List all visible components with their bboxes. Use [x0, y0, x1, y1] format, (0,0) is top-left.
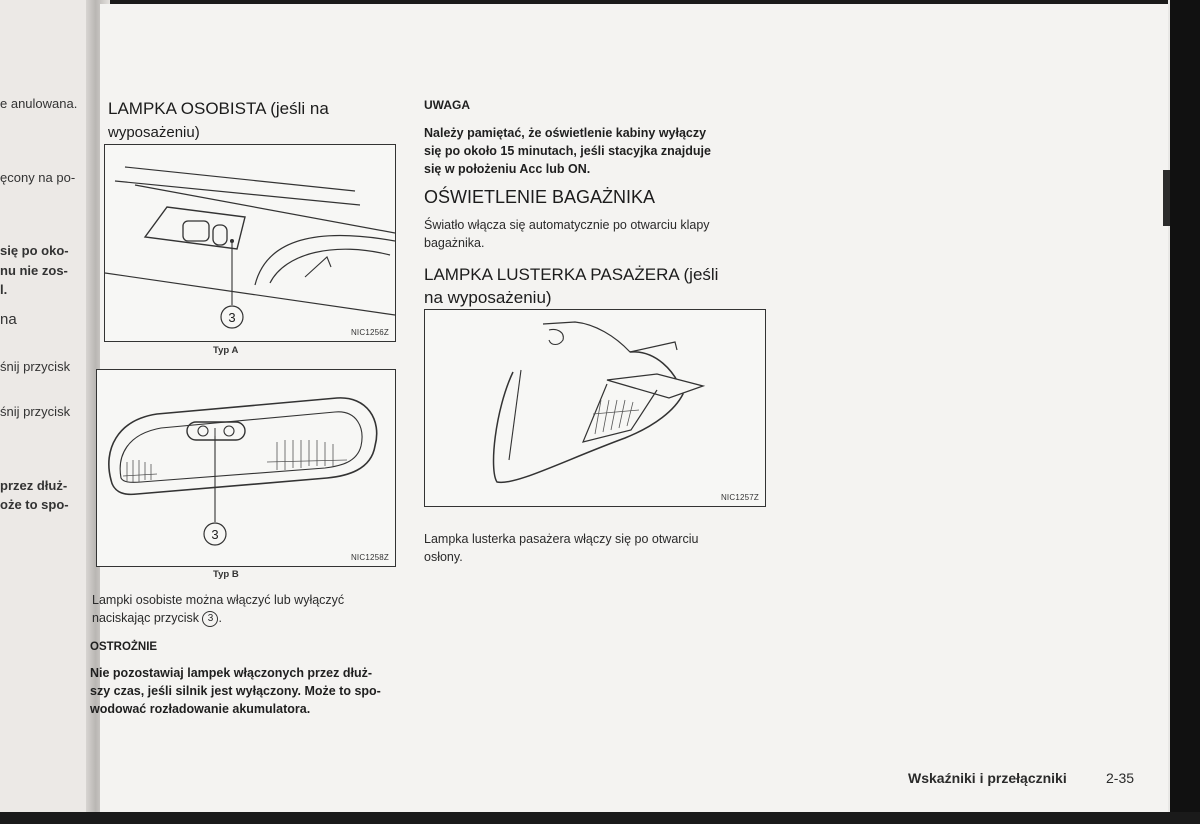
- body-line: Lampka lusterka pasażera włączy się po otwarciu: [424, 532, 699, 546]
- body-line: Światło włącza się automatycznie po otwarciu klapy: [424, 218, 710, 232]
- heading-line: LAMPKA OSOBISTA (jeśli na: [108, 99, 329, 118]
- heading-line: na wyposażeniu): [424, 288, 552, 307]
- figure-vanity-mirror-illustration: [425, 310, 765, 506]
- caution-line: Nie pozostawiaj lampek włączonych przez dłuż-: [90, 666, 373, 680]
- trunk-lighting-description: [424, 216, 774, 252]
- left-page-line: się po oko-: [0, 243, 69, 258]
- figure-type-a: [104, 144, 396, 342]
- circled-number: 3: [202, 611, 218, 627]
- personal-lamp-heading: [108, 97, 329, 145]
- footer-page-number: 2-35: [1106, 770, 1135, 786]
- warning-title: UWAGA: [424, 98, 470, 112]
- left-page-line: l.: [0, 282, 8, 297]
- period: .: [218, 611, 222, 625]
- left-page-line: śnij przycisk: [0, 404, 71, 419]
- body-line: [92, 609, 394, 627]
- caution-line: szy czas, jeśli silnik jest wyłączony. Może to spo-: [90, 684, 381, 698]
- footer-section-title: Wskaźniki i przełączniki: [908, 770, 1067, 786]
- left-page-line: śnij przycisk: [0, 359, 71, 374]
- warning-text: [424, 124, 774, 178]
- left-page-line: nu nie zos-: [0, 263, 68, 278]
- left-page-line: ęcony na po-: [0, 170, 76, 185]
- heading-line: wyposażeniu): [108, 124, 200, 141]
- trunk-lighting-heading: OŚWIETLENIE BAGAŻNIKA: [424, 187, 656, 207]
- caution-text: [90, 664, 400, 718]
- right-page: [90, 4, 1190, 812]
- caution-line: wodować rozładowanie akumulatora.: [90, 702, 311, 716]
- body-line-text: naciskając przycisk: [92, 611, 199, 625]
- figure-a-code: NIC1256Z: [350, 328, 389, 337]
- mirror-lamp-heading: [424, 263, 718, 309]
- body-line: bagażnika.: [424, 236, 485, 250]
- body-line: osłony.: [424, 550, 463, 564]
- book-edge-shadow: [1170, 0, 1200, 812]
- caution-title: OSTROŻNIE: [90, 641, 158, 653]
- figure-a-caption: Typ A: [213, 345, 239, 356]
- figure-type-a-illustration: [105, 145, 395, 341]
- personal-lamp-description: [92, 591, 394, 627]
- warning-line: się w położeniu Acc lub ON.: [424, 162, 591, 176]
- heading-line: LAMPKA LUSTERKA PASAŻERA (jeśli: [424, 265, 719, 284]
- left-page-line: przez dłuż-: [0, 478, 68, 493]
- warning-line: się po około 15 minutach, jeśli stacyjka znajduje: [424, 144, 711, 158]
- left-page-line: na: [0, 311, 17, 328]
- figure-b-caption: Typ B: [213, 569, 239, 580]
- figure-c-code: NIC1257Z: [720, 493, 759, 502]
- figure-type-b-illustration: [97, 370, 395, 566]
- figure-b-callout-number: 3: [211, 527, 219, 542]
- mirror-lamp-description: [424, 530, 774, 566]
- body-line: Lampki osobiste można włączyć lub wyłączyć: [92, 593, 345, 607]
- figure-a-callout-number: 3: [228, 310, 236, 325]
- figure-type-b: [96, 369, 396, 567]
- left-page-line: e anulowana.: [0, 96, 78, 111]
- warning-line: Należy pamiętać, że oświetlenie kabiny wyłączy: [424, 126, 707, 140]
- figure-vanity-mirror: [424, 309, 766, 507]
- left-page-line: oże to spo-: [0, 497, 69, 512]
- figure-b-code: NIC1258Z: [350, 553, 389, 562]
